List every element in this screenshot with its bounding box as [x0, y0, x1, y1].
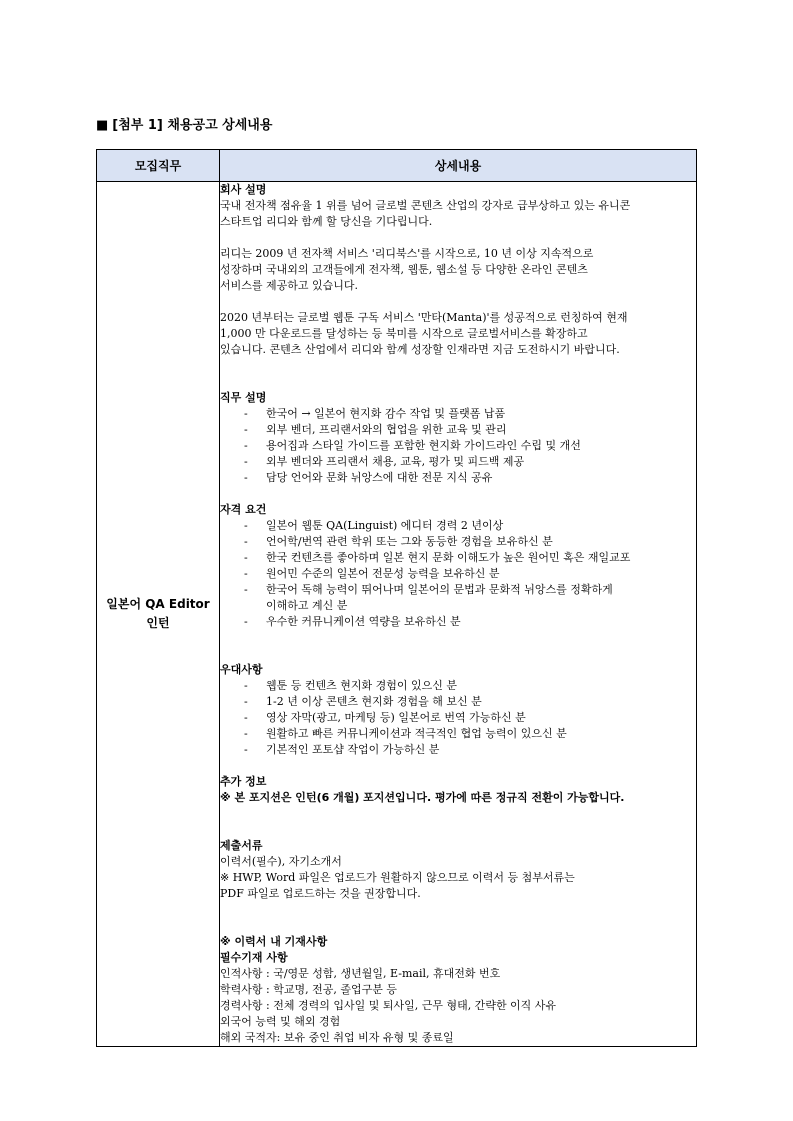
- list-item: - 담당 언어와 문화 뉘앙스에 대한 전문 지식 공유: [220, 470, 696, 486]
- documents-title: 제출서류: [220, 839, 263, 852]
- heading-text: [첨부 1] 채용공고 상세내용: [112, 118, 273, 133]
- company-para-line: 있습니다. 콘텐츠 산업에서 리디와 함께 성장할 인재라면 지금 도전하시기 바랍니다.: [220, 343, 620, 356]
- list-item: - 외부 벤더와 프리랜서 채용, 교육, 평가 및 피드백 제공: [220, 454, 696, 470]
- preferred-title: 우대사항: [220, 663, 263, 676]
- heading-square-icon: ■: [96, 118, 109, 133]
- resume-line: 외국어 능력 및 해외 경험: [220, 1015, 341, 1028]
- resume-line: 인적사항 : 국/영문 성함, 생년월일, E-mail, 휴대전화 번호: [220, 967, 501, 980]
- list-item: - 용어집과 스타일 가이드를 포함한 현지화 가이드라인 수립 및 개선: [220, 438, 696, 454]
- list-item: - 언어학/번역 관련 학위 또는 그와 동등한 경험을 보유하신 분: [220, 534, 696, 550]
- list-item: - 외부 벤더, 프리랜서와의 협업을 위한 교육 및 관리: [220, 422, 696, 438]
- extra-title: 추가 정보: [220, 775, 267, 788]
- list-item: - 원활하고 빠른 커뮤니케이션과 적극적인 협업 능력이 있으신 분: [220, 726, 696, 742]
- resume-line: 해외 국적자: 보유 중인 취업 비자 유형 및 종료일: [220, 1031, 454, 1044]
- preferred-list: [220, 678, 696, 758]
- table-header-row: [97, 150, 697, 182]
- company-para-line: 스타트업 리디와 함께 할 당신을 기다립니다.: [220, 215, 433, 228]
- header-role: 모집직무: [97, 150, 220, 182]
- list-item: - 원어민 수준의 일본어 전문성 능력을 보유하신 분: [220, 566, 696, 582]
- table-row: [97, 182, 697, 1047]
- documents-line: PDF 파일로 업로드하는 것을 권장합니다.: [220, 887, 421, 900]
- list-item: - 우수한 커뮤니케이션 역량을 보유하신 분: [220, 614, 696, 630]
- role-type: 인턴: [146, 616, 170, 630]
- resume-subtitle: 필수기재 사항: [220, 951, 288, 964]
- role-title: 일본어 QA Editor: [106, 597, 210, 611]
- requirements-title: 자격 요건: [220, 503, 267, 516]
- company-para-line: 성장하며 국내외의 고객들에게 전자책, 웹툰, 웹소설 등 다양한 온라인 콘텐츠: [220, 263, 588, 276]
- job-detail-table: [96, 149, 697, 1047]
- attachment-heading: [96, 114, 272, 133]
- company-title: 회사 설명: [220, 183, 267, 196]
- documents-line: ※ HWP, Word 파일은 업로드가 원활하지 않으므로 이력서 등 첨부서류는: [220, 871, 575, 884]
- company-para-line: 2020 년부터는 글로벌 웹툰 구독 서비스 '만타(Manta)'를 성공적으로 런칭하여 현재: [220, 311, 628, 324]
- requirements-list: [220, 518, 696, 630]
- list-item: - 한국어 독해 능력이 뛰어나며 일본어의 문법과 문화적 뉘앙스를 정확하게 이해하고 계신 분: [220, 582, 696, 614]
- resume-title: ※ 이력서 내 기재사항: [220, 935, 328, 948]
- company-para-line: 서비스를 제공하고 있습니다.: [220, 279, 359, 292]
- company-para-line: 1,000 만 다운로드를 달성하는 등 북미를 시작으로 글로벌서비스를 확장하고: [220, 327, 588, 340]
- duties-list: [220, 406, 696, 486]
- intern-note: ※ 본 포지션은 인턴(6 개월) 포지션입니다. 평가에 따른 정규직 전환이 가능합니다.: [220, 791, 625, 804]
- list-item: - 한국 컨텐츠를 좋아하며 일본 현지 문화 이해도가 높은 원어민 혹은 재일교포: [220, 550, 696, 566]
- duties-title: 직무 설명: [220, 391, 267, 404]
- list-item: - 일본어 웹툰 QA(Linguist) 에디터 경력 2 년이상: [220, 518, 696, 534]
- list-item: - 기본적인 포토샵 작업이 가능하신 분: [220, 742, 696, 758]
- list-item: - 1-2 년 이상 콘텐츠 현지화 경험을 해 보신 분: [220, 694, 696, 710]
- detail-cell: [220, 182, 697, 1047]
- documents-line: 이력서(필수), 자기소개서: [220, 855, 342, 868]
- list-item: - 웹툰 등 컨텐츠 현지화 경험이 있으신 분: [220, 678, 696, 694]
- company-para-line: 리디는 2009 년 전자책 서비스 '리디북스'를 시작으로, 10 년 이상 지속적으로: [220, 247, 594, 260]
- company-para-line: 국내 전자책 점유율 1 위를 넘어 글로벌 콘텐츠 산업의 강자로 급부상하고 있는 유니콘: [220, 199, 631, 212]
- resume-line: 학력사항 : 학교명, 전공, 졸업구분 등: [220, 983, 397, 996]
- resume-line: 경력사항 : 전체 경력의 입사일 및 퇴사일, 근무 형태, 간략한 이직 사유: [220, 999, 557, 1012]
- role-cell: [97, 182, 220, 1047]
- list-item: - 영상 자막(광고, 마케팅 등) 일본어로 번역 가능하신 분: [220, 710, 696, 726]
- header-detail: 상세내용: [220, 150, 697, 182]
- list-item: - 한국어 → 일본어 현지화 감수 작업 및 플랫폼 납품: [220, 406, 696, 422]
